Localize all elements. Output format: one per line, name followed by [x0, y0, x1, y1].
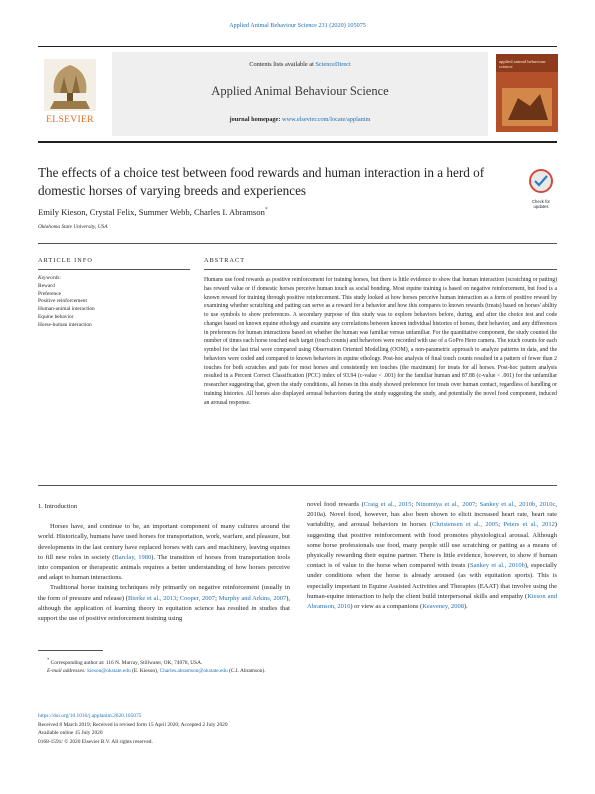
contents-line [112, 61, 488, 68]
header-thick-divider [38, 141, 557, 143]
citation-link[interactable]: Keaveney, 2008 [422, 603, 464, 611]
paragraph-text: ) suggesting that positive reinforcement with food promotes physiological arousal. Although some horse professionals use food, many people still use scratching or patting as a means of physically rewarding their equine partner. There is little evidence, however, to show if human contact is of value to the horse when compared with treats ( [307, 521, 557, 570]
keyword-list [38, 283, 95, 329]
paragraph-text: ; [475, 501, 480, 508]
citation-link[interactable]: Cooper, 2007 [179, 594, 216, 602]
corresponding-author-note [38, 656, 557, 667]
keyword-item: Reward [38, 283, 55, 289]
article-title: The effects of a choice test between food rewards and human interaction in a herd of domestic horses of varying breeds and experiences [38, 165, 485, 198]
keyword-item: Preference [38, 290, 62, 297]
keyword-item: Equine behavior [38, 313, 74, 320]
elsevier-wordmark: ELSEVIER [46, 114, 94, 125]
email-link-abramson[interactable]: Charles.abramson@okstate.edu [159, 668, 228, 675]
doi-link[interactable]: https://doi.org/10.1016/j.applanim.2020.105075 [38, 713, 142, 719]
abstract-divider [204, 269, 557, 270]
journal-cover-image [496, 54, 558, 132]
citation-link[interactable]: Peters et al., 2012 [503, 521, 555, 529]
paragraph-text: , 2010a). Novel food, however, has also been shown to elicit increased heart rate, heart rate variability, and arousal behaviors in horses ( [307, 501, 558, 529]
keywords-label: Keywords: [38, 275, 62, 281]
keyword-item: Positive reinforcement [38, 298, 87, 305]
introduction-left-paragraphs [38, 522, 290, 624]
footnote-divider [38, 650, 103, 651]
check-for-updates-badge[interactable] [526, 168, 556, 209]
contents-prefix: Contents lists available at [249, 61, 316, 68]
homepage-label: journal homepage: [229, 116, 283, 123]
paragraph-text: ), especially under conditions when the horse is already aroused (as with equitation sports). This is especially important in Equine Assisted Activities and Therapies (EAAT) that involve using the human-equine interaction to help the client build interpersonal skills and empathy ( [307, 562, 558, 600]
corresponding-author-text: Corresponding author at: 116 N. Murray, Stillwater, OK, 74078, USA. [49, 659, 203, 666]
paragraph-text: ) or view as a companions ( [350, 603, 423, 611]
paragraph-text: ; [215, 594, 219, 602]
body-paragraph [38, 522, 290, 583]
online-date: Available online 15 July 2020 [38, 730, 103, 736]
authors-text: Emily Kieson, Crystal Felix, Summer Webb, Charles I. Abramson [38, 207, 265, 217]
keyword-item: Horse-human interaction [38, 321, 92, 328]
email-owner-kieson: (E. Kieson), [130, 668, 160, 675]
check-updates-label: Check for updates [532, 199, 550, 209]
body-column-right [307, 500, 557, 612]
journal-homepage [112, 116, 488, 123]
paragraph-text: ). The transition of horses from transportation tools into companion or therapeutic animals requires a better understanding of how horses perceive and adapt to human interactions. [38, 553, 291, 582]
email-line [38, 667, 557, 676]
citation-link[interactable]: Barclay, 1980 [114, 553, 152, 561]
cover-title: applied animal behaviour science [499, 59, 546, 70]
section-heading-introduction: 1. Introduction [38, 503, 78, 510]
author-list [38, 207, 268, 217]
article-info-heading: ARTICLE INFO [38, 257, 93, 264]
citation-link[interactable]: Kieson and Abramson, 2016 [307, 592, 557, 611]
homepage-link[interactable]: www.elsevier.com/locate/applanim [282, 116, 371, 123]
citation-link[interactable]: Sankey et al., 2010b [479, 501, 536, 508]
email-link-kieson[interactable]: kieson@okstate.edu [87, 668, 131, 675]
title-divider [38, 243, 557, 244]
introduction-right-paragraphs [307, 500, 557, 612]
keyword-item: Human-animal interaction [38, 306, 95, 313]
check-updates-icon [526, 168, 556, 194]
paragraph-text: ; [176, 594, 180, 602]
body-column-left [38, 502, 290, 624]
citation-link[interactable]: Murphy and Arkins, 2007 [218, 594, 287, 602]
body-paragraph [38, 583, 290, 624]
sciencedirect-link[interactable]: ScienceDirect [315, 61, 351, 68]
paragraph-text: Horses have, and continue to be, an important component of many cultures around the world. Historically, humans have used horses for transportation, work, warfare, and pleasure, but developments in the last century have replaced horses with cars and machinery, leaving equines to fill new roles in society ( [38, 523, 290, 561]
footnote [38, 656, 557, 676]
paragraph-text: novel food rewards ( [307, 501, 364, 508]
email-owner-abramson: (C.I. Abramson). [227, 668, 266, 675]
email-label: E-mail addresses: [47, 668, 88, 675]
header-divider [38, 46, 557, 47]
abstract-bottom-divider [38, 485, 557, 486]
citation-link[interactable]: Bierke et al., 2013 [127, 594, 177, 602]
paragraph-text: ), although the application of learning theory in equitation science has resulted in studies that support the use of positive reinforcement training using [38, 594, 291, 623]
abstract-heading: ABSTRACT [204, 257, 246, 264]
elsevier-logo [38, 57, 102, 127]
received-dates: Received 8 March 2019; Received in revised form 15 April 2020; Accepted 2 July 2020 [38, 721, 228, 728]
journal-reference[interactable]: Applied Animal Behaviour Science 231 (2020) 105075 [229, 22, 366, 29]
paragraph-text: Traditional horse training techniques rely primarily on negative reinforcement (usually in the form of pressure and release) ( [38, 584, 290, 602]
footnote-mark: * [47, 657, 50, 662]
paragraph-text: ; [411, 501, 416, 508]
copyright-line: 0168-1591/ © 2020 Elsevier B.V. All rights reserved. [38, 738, 153, 745]
corresponding-author-mark[interactable]: * [264, 207, 268, 214]
citation-link[interactable]: Sankey et al., 2010b [469, 562, 525, 570]
paragraph-text: , [535, 501, 540, 508]
article-info-divider [38, 269, 190, 270]
affiliation: Oklahoma State University, USA [38, 224, 108, 230]
citation-link[interactable]: Christensen et al., 2005 [432, 521, 499, 529]
citation-link[interactable]: Ninomiya et al., 2007 [415, 501, 476, 508]
publication-info [38, 712, 557, 746]
journal-title: Applied Animal Behaviour Science [211, 84, 389, 98]
paragraph-text: ; [498, 521, 504, 529]
abstract-text: Humans use food rewards as positive reinforcement for training horses, but there is little evidence to show that human interaction (scratching or patting) has reward value or if domestic horses perceive human touch as social bonding. Most equine training is based on negative reinforcement, but food is a known reward for training through positive reinforcement. This study looked at how horses perceive human interaction as a form of positive reward by examining whether scratching and patting can serve as a reward for a behavior and how this compares to known rewards (treats) based on horses' ability to use symbols to show preferences. A secondary purpose of this study was to explore behaviors before, during, and after the choice test and code changes based on known equine ethology and examine any correlations between known individual histories of horses, their behavior, and any differences in preferences for human interactions based on whether the human was familiar versus unfamiliar. For the quantitative component, the study counted the number of times each horse touched each target (touch counts) and behaviors were recorded with use of a GoPro Hero camera. The touch counts for each symbol for the last trial were compared using Observation Oriented Modelling (OOM), a non-parametric approach to analyze patterns in data, and the behaviors were coded and compared to known behaviors in equine ethology. Post-hoc analysis of final touch counts resulted in a pattern of fewer than 2 touches for both scratches and pats for most horses and consistently ten touches (the maximum) for treats for all horses. Post-hoc pattern analysis resulted in a Percent Correct Classification (PCC) index of 93.94 (c-value < .001) for the familiar human and 87.88 (c-value < .001) for the unfamiliar researcher suggesting that, given the study conditions, all horses in this study showed preference for treats over human contact, regardless of handling or training histories. All horses also displayed arousal behaviors during the study suggesting the study, and potentially the novel food component, induced an arousal response. [204, 277, 557, 406]
citation-link[interactable]: Craig et al., 2015 [363, 501, 412, 508]
citation-link[interactable]: 2010c [539, 501, 556, 508]
paragraph-text: ). [464, 603, 468, 611]
body-paragraph [307, 500, 557, 612]
